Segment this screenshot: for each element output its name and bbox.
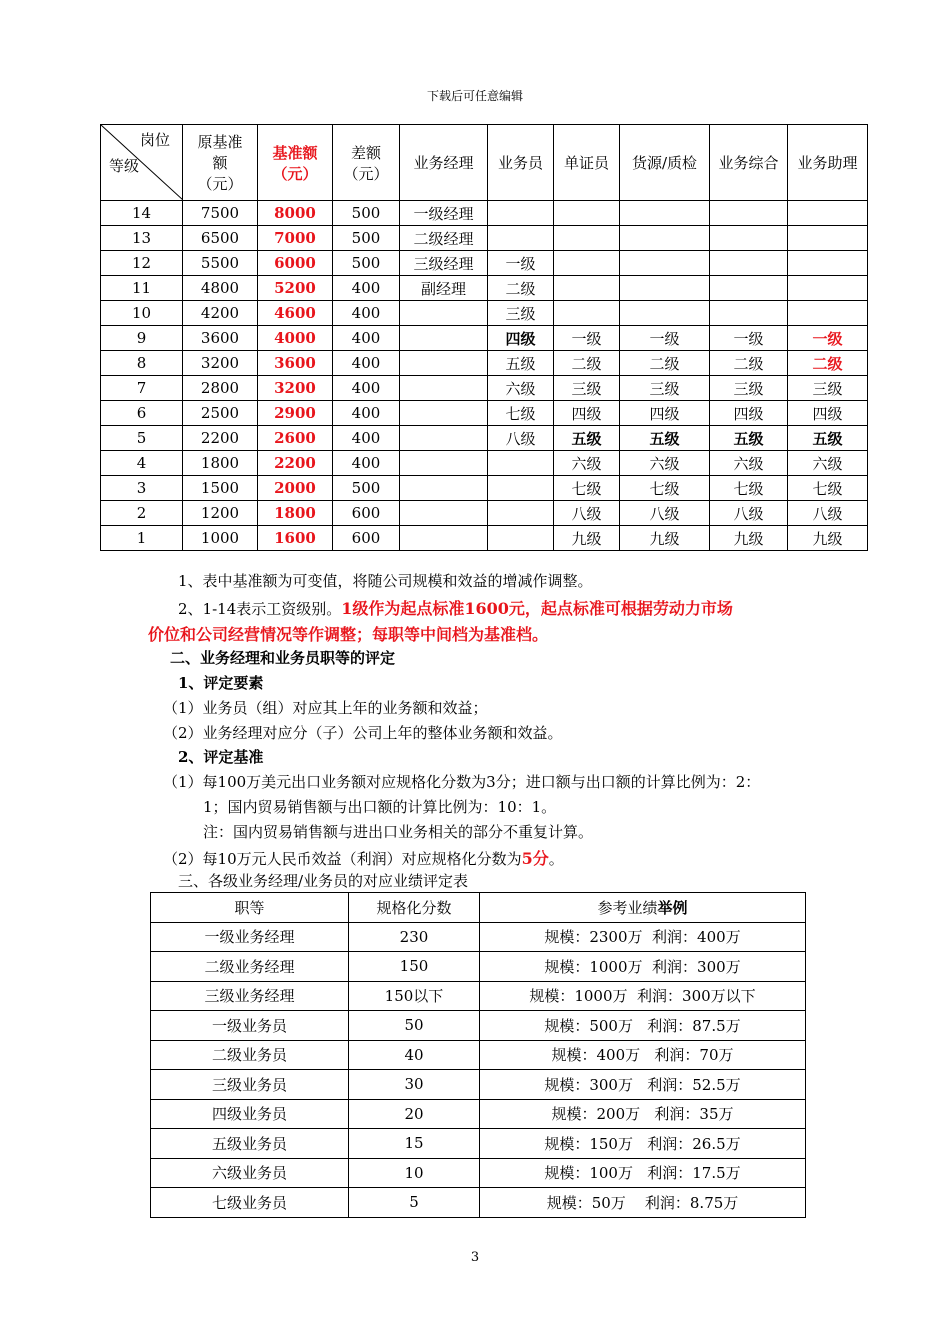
- position-cell: 六级: [710, 451, 788, 476]
- base-cell: 1600: [258, 526, 333, 551]
- base-cell: 7000: [258, 226, 333, 251]
- section-2-1a: （1）业务员（组）对应其上年的业务额和效益；: [163, 699, 488, 717]
- position-cell: 三级经理: [400, 251, 488, 276]
- position-cell: [488, 226, 554, 251]
- score-cell: 150: [349, 952, 480, 982]
- table-row: [151, 952, 806, 982]
- note-1: 1、表中基准额为可变值，将随公司规模和效益的增减作调整。: [178, 572, 593, 590]
- grade-cell: 1: [101, 526, 183, 551]
- position-cell: 七级: [488, 401, 554, 426]
- position-cell: 八级: [710, 501, 788, 526]
- position-cell: 五级: [488, 351, 554, 376]
- table-row: [101, 376, 868, 401]
- position-cell: 四级: [710, 401, 788, 426]
- position-cell: 九级: [710, 526, 788, 551]
- base-cell: 2600: [258, 426, 333, 451]
- grade-cell: 10: [101, 301, 183, 326]
- section-2-2a-note: 注：国内贸易销售额与进出口业务相关的部分不重复计算。: [203, 823, 594, 841]
- level-cell: 一级业务经理: [151, 922, 349, 952]
- table-row: [101, 301, 868, 326]
- grade-cell: 12: [101, 251, 183, 276]
- page-number: 3: [470, 1250, 480, 1265]
- position-cell: 二级: [710, 351, 788, 376]
- position-cell: 九级: [554, 526, 620, 551]
- position-cell: [400, 351, 488, 376]
- position-cell: 五级: [554, 426, 620, 451]
- perf-header: 参考业绩举例: [480, 893, 806, 923]
- table-row: [101, 276, 868, 301]
- reference-cell: 规模：1000万 利润：300万: [480, 952, 806, 982]
- level-cell: 三级业务员: [151, 1070, 349, 1100]
- score-cell: 50: [349, 1011, 480, 1041]
- level-cell: 四级业务员: [151, 1099, 349, 1129]
- grade-cell: 5: [101, 426, 183, 451]
- position-cell: [554, 251, 620, 276]
- table-row: [101, 426, 868, 451]
- orig-base-cell: 1000: [183, 526, 258, 551]
- section-2-2a-cont: 1；国内贸易销售额与出口额的计算比例为：10：1。: [203, 798, 557, 816]
- position-cell: 副经理: [400, 276, 488, 301]
- section-2-1-title: 1、评定要素: [178, 674, 264, 692]
- diff-cell: 400: [333, 276, 400, 301]
- position-cell: [400, 301, 488, 326]
- table-row: [101, 226, 868, 251]
- position-cell: 二级: [488, 276, 554, 301]
- orig-base-cell: 6500: [183, 226, 258, 251]
- position-cell: [400, 526, 488, 551]
- grade-cell: 9: [101, 326, 183, 351]
- base-cell: 2000: [258, 476, 333, 501]
- section-2-1b: （2）业务经理对应分（子）公司上年的整体业务额和效益。: [163, 724, 563, 742]
- position-cell: 三级: [710, 376, 788, 401]
- base-cell: 6000: [258, 251, 333, 276]
- table-row: [151, 1070, 806, 1100]
- position-cell: 四级: [488, 326, 554, 351]
- position-cell: 七级: [554, 476, 620, 501]
- perf-header-row: [151, 893, 806, 923]
- header-position: 业务员: [488, 125, 554, 201]
- corner-bottom-label: 等级: [109, 157, 140, 175]
- table-row: [151, 1099, 806, 1129]
- grade-cell: 6: [101, 401, 183, 426]
- position-cell: [554, 301, 620, 326]
- table-row: [101, 526, 868, 551]
- position-cell: 二级: [620, 351, 710, 376]
- corner-top-label: 岗位: [139, 131, 170, 149]
- position-cell: [488, 476, 554, 501]
- header-position: 货源/质检: [620, 125, 710, 201]
- table-row: [101, 201, 868, 226]
- position-cell: 六级: [620, 451, 710, 476]
- score-cell: 230: [349, 922, 480, 952]
- base-cell: 3600: [258, 351, 333, 376]
- diff-cell: 400: [333, 451, 400, 476]
- level-cell: 五级业务员: [151, 1129, 349, 1159]
- position-cell: 八级: [488, 426, 554, 451]
- position-cell: 三级: [620, 376, 710, 401]
- position-cell: [400, 476, 488, 501]
- position-cell: 四级: [788, 401, 868, 426]
- grade-cell: 13: [101, 226, 183, 251]
- base-cell: 4000: [258, 326, 333, 351]
- level-cell: 七级业务员: [151, 1188, 349, 1218]
- orig-base-cell: 2800: [183, 376, 258, 401]
- reference-cell: 规模：150万 利润：26.5万: [480, 1129, 806, 1159]
- header-position: 单证员: [554, 125, 620, 201]
- orig-base-cell: 3600: [183, 326, 258, 351]
- table-row: [151, 1129, 806, 1159]
- section-3-title: 三、各级业务经理/业务员的对应业绩评定表: [178, 872, 469, 890]
- position-cell: [620, 301, 710, 326]
- position-cell: 八级: [554, 501, 620, 526]
- score-cell: 30: [349, 1070, 480, 1100]
- page-header: 下载后可任意编辑: [426, 89, 523, 103]
- position-cell: 三级: [788, 376, 868, 401]
- table-row: [101, 401, 868, 426]
- diff-cell: 400: [333, 326, 400, 351]
- position-cell: 六级: [788, 451, 868, 476]
- score-cell: 10: [349, 1158, 480, 1188]
- header-base: 基准额 （元）: [258, 125, 333, 201]
- diff-cell: 400: [333, 376, 400, 401]
- diff-cell: 600: [333, 526, 400, 551]
- orig-base-cell: 7500: [183, 201, 258, 226]
- position-cell: [400, 376, 488, 401]
- position-cell: [400, 401, 488, 426]
- orig-base-cell: 5500: [183, 251, 258, 276]
- position-cell: [400, 501, 488, 526]
- base-cell: 2200: [258, 451, 333, 476]
- orig-base-cell: 1500: [183, 476, 258, 501]
- reference-cell: 规模：100万 利润：17.5万: [480, 1158, 806, 1188]
- position-cell: 一级经理: [400, 201, 488, 226]
- header-orig-base: 原基准 额 （元）: [183, 125, 258, 201]
- position-cell: [554, 276, 620, 301]
- base-cell: 4600: [258, 301, 333, 326]
- score-cell: 20: [349, 1099, 480, 1129]
- position-cell: 八级: [788, 501, 868, 526]
- position-cell: 九级: [620, 526, 710, 551]
- position-cell: [488, 526, 554, 551]
- header-position: 业务助理: [788, 125, 868, 201]
- orig-base-cell: 2500: [183, 401, 258, 426]
- position-cell: [488, 451, 554, 476]
- position-cell: [788, 276, 868, 301]
- position-cell: 五级: [620, 426, 710, 451]
- position-cell: [710, 251, 788, 276]
- section-2-title: 二、业务经理和业务员职等的评定: [170, 649, 396, 667]
- section-2-2-title: 2、评定基准: [178, 748, 264, 766]
- grade-cell: 14: [101, 201, 183, 226]
- perf-header: 职等: [151, 893, 349, 923]
- salary-grade-table: [100, 124, 868, 551]
- grade-cell: 4: [101, 451, 183, 476]
- base-cell: 3200: [258, 376, 333, 401]
- perf-header: 规格化分数: [349, 893, 480, 923]
- table-row: [151, 1040, 806, 1070]
- position-cell: 七级: [710, 476, 788, 501]
- position-cell: [488, 201, 554, 226]
- position-cell: 一级: [788, 326, 868, 351]
- position-cell: 一级: [710, 326, 788, 351]
- score-cell: 40: [349, 1040, 480, 1070]
- orig-base-cell: 3200: [183, 351, 258, 376]
- corner-cell: [101, 125, 183, 201]
- table-row: [101, 476, 868, 501]
- table-row: [151, 1188, 806, 1218]
- level-cell: 二级业务经理: [151, 952, 349, 982]
- performance-table: [150, 892, 806, 1218]
- position-cell: [620, 226, 710, 251]
- position-cell: [620, 201, 710, 226]
- position-cell: 四级: [554, 401, 620, 426]
- table-row: [101, 351, 868, 376]
- position-cell: 一级: [620, 326, 710, 351]
- reference-cell: 规模：1000万 利润：300万以下: [480, 981, 806, 1011]
- position-cell: 四级: [620, 401, 710, 426]
- position-cell: 六级: [488, 376, 554, 401]
- score-cell: 5: [349, 1188, 480, 1218]
- table-row: [151, 981, 806, 1011]
- grade-cell: 2: [101, 501, 183, 526]
- diff-cell: 400: [333, 351, 400, 376]
- base-cell: 5200: [258, 276, 333, 301]
- table-row: [101, 326, 868, 351]
- grade-cell: 7: [101, 376, 183, 401]
- position-cell: [400, 426, 488, 451]
- position-cell: [710, 226, 788, 251]
- table-row: [151, 922, 806, 952]
- header-position: 业务综合: [710, 125, 788, 201]
- note-2-cont: 价位和公司经营情况等作调整；每职等中间档为基准档。: [148, 625, 549, 644]
- position-cell: 六级: [554, 451, 620, 476]
- position-cell: 二级: [554, 351, 620, 376]
- position-cell: 八级: [620, 501, 710, 526]
- reference-cell: 规模：50万 利润：8.75万: [480, 1188, 806, 1218]
- table-row: [151, 1158, 806, 1188]
- reference-cell: 规模：2300万 利润：400万: [480, 922, 806, 952]
- base-cell: 8000: [258, 201, 333, 226]
- orig-base-cell: 4800: [183, 276, 258, 301]
- section-2-2b: （2）每10万元人民币效益（利润）对应规格化分数为5分。: [163, 849, 564, 868]
- grade-cell: 8: [101, 351, 183, 376]
- position-cell: 七级: [620, 476, 710, 501]
- position-cell: [620, 251, 710, 276]
- position-cell: [788, 201, 868, 226]
- grade-cell: 11: [101, 276, 183, 301]
- grade-cell: 3: [101, 476, 183, 501]
- table-row: [101, 501, 868, 526]
- position-cell: 一级: [488, 251, 554, 276]
- position-cell: 九级: [788, 526, 868, 551]
- orig-base-cell: 2200: [183, 426, 258, 451]
- position-cell: [710, 276, 788, 301]
- reference-cell: 规模：500万 利润：87.5万: [480, 1011, 806, 1041]
- position-cell: [620, 276, 710, 301]
- position-cell: [788, 226, 868, 251]
- diff-cell: 500: [333, 226, 400, 251]
- section-2-2a: （1）每100万美元出口业务额对应规格化分数为3分；进口额与出口额的计算比例为：2：: [163, 773, 761, 791]
- position-cell: [710, 201, 788, 226]
- position-cell: 二级: [788, 351, 868, 376]
- position-cell: [554, 226, 620, 251]
- diff-cell: 500: [333, 251, 400, 276]
- position-cell: [710, 301, 788, 326]
- position-cell: 七级: [788, 476, 868, 501]
- position-cell: 二级经理: [400, 226, 488, 251]
- level-cell: 六级业务员: [151, 1158, 349, 1188]
- diff-cell: 400: [333, 426, 400, 451]
- position-cell: [554, 201, 620, 226]
- position-cell: 五级: [710, 426, 788, 451]
- reference-cell: 规模：200万 利润：35万: [480, 1099, 806, 1129]
- table-header-row: [101, 125, 868, 201]
- position-cell: [788, 301, 868, 326]
- position-cell: [400, 451, 488, 476]
- position-cell: 三级: [554, 376, 620, 401]
- header-diff: 差额 （元）: [333, 125, 400, 201]
- orig-base-cell: 4200: [183, 301, 258, 326]
- orig-base-cell: 1200: [183, 501, 258, 526]
- base-cell: 1800: [258, 501, 333, 526]
- position-cell: [400, 326, 488, 351]
- table-row: [101, 451, 868, 476]
- level-cell: 三级业务经理: [151, 981, 349, 1011]
- level-cell: 二级业务员: [151, 1040, 349, 1070]
- position-cell: [488, 501, 554, 526]
- score-cell: 15: [349, 1129, 480, 1159]
- diff-cell: 500: [333, 476, 400, 501]
- orig-base-cell: 1800: [183, 451, 258, 476]
- position-cell: 一级: [554, 326, 620, 351]
- base-cell: 2900: [258, 401, 333, 426]
- reference-cell: 规模：300万 利润：52.5万: [480, 1070, 806, 1100]
- header-position: 业务经理: [400, 125, 488, 201]
- table-row: [101, 251, 868, 276]
- position-cell: 五级: [788, 426, 868, 451]
- level-cell: 一级业务员: [151, 1011, 349, 1041]
- score-cell: 150以下: [349, 981, 480, 1011]
- diff-cell: 500: [333, 201, 400, 226]
- diff-cell: 400: [333, 401, 400, 426]
- position-cell: 三级: [488, 301, 554, 326]
- reference-cell: 规模：400万 利润：70万: [480, 1040, 806, 1070]
- position-cell: [788, 251, 868, 276]
- note-2: 2、1-14表示工资级别。1级作为起点标准1600元，起点标准可根据劳动力市场: [178, 599, 733, 618]
- table-row: [151, 1011, 806, 1041]
- diff-cell: 400: [333, 301, 400, 326]
- diff-cell: 600: [333, 501, 400, 526]
